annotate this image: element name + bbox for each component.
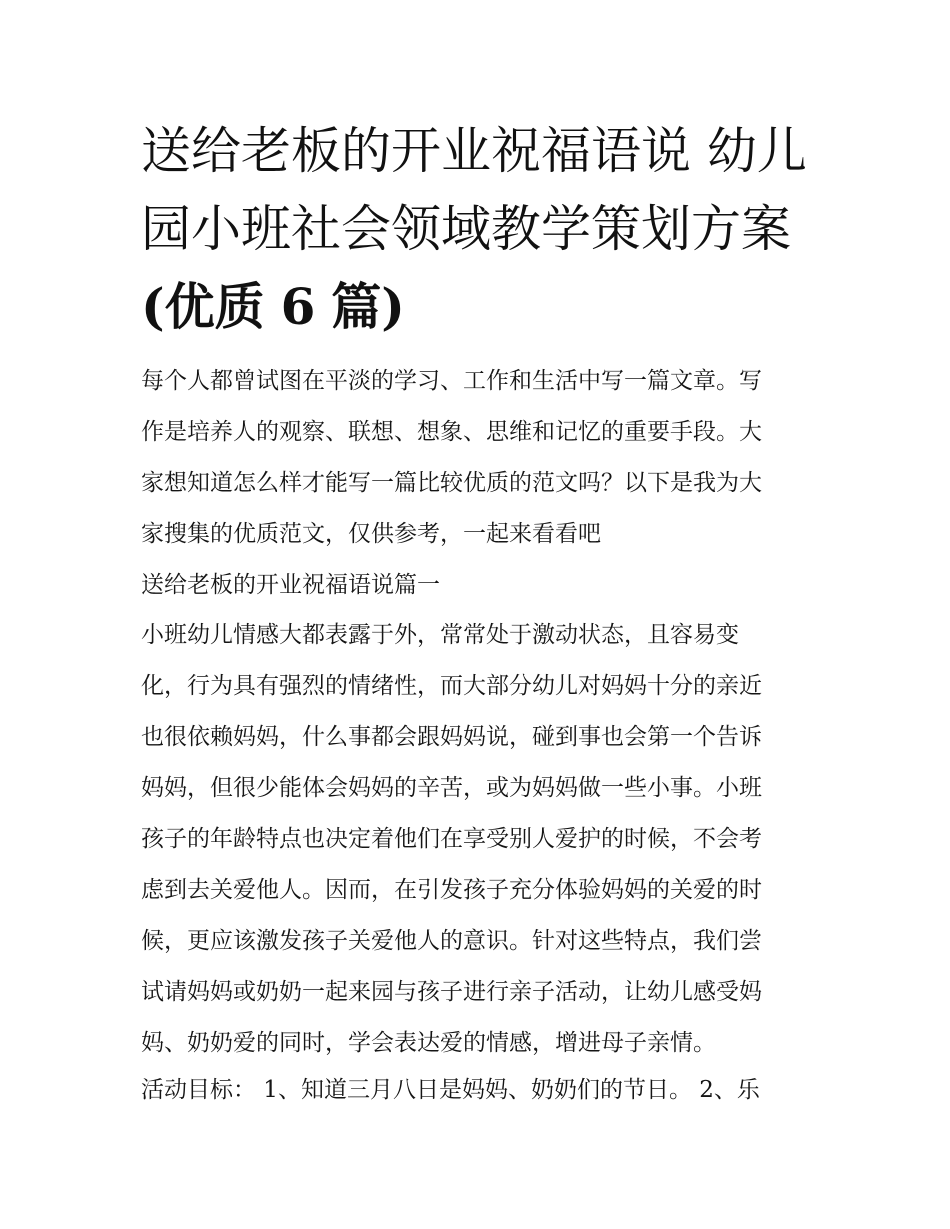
paragraph-line: 候，更应该激发孩子关爱他人的意识。针对这些特点，我们尝: [141, 928, 762, 954]
title-line: [141, 268, 831, 346]
paragraph-line: 化，行为具有强烈的情绪性，而大部分幼儿对妈妈十分的亲近: [141, 673, 762, 699]
paragraph-line: 孩子的年龄特点也决定着他们在享受别人爱护的时候，不会考: [141, 826, 762, 852]
paragraph-line: 每个人都曾试图在平淡的学习、工作和生活中写一篇文章。写: [141, 368, 762, 394]
paragraph-line: 作是培养人的观察、联想、想象、思维和记忆的重要手段。大: [141, 419, 762, 445]
title-line: 送给老板的开业祝福语说 幼儿: [141, 122, 807, 180]
document-title: [141, 112, 831, 346]
intro-paragraph: [141, 356, 831, 560]
paragraph-line: 试请妈妈或奶奶一起来园与孩子进行亲子活动，让幼儿感受妈: [141, 979, 762, 1005]
title-number: 6: [280, 277, 316, 336]
body-paragraph: [141, 610, 831, 1069]
section-heading-text: 送给老板的开业祝福语说篇一: [141, 572, 440, 598]
activity-goals: [141, 1065, 831, 1116]
paragraph-line: 小班幼儿情感大都表露于外，常常处于激动状态，且容易变: [141, 622, 739, 648]
paragraph-line: 妈妈，但很少能体会妈妈的辛苦，或为妈妈做一些小事。小班: [141, 775, 762, 801]
title-text: 篇): [331, 277, 405, 336]
paragraph-line: 家想知道怎么样才能写一篇比较优质的范文吗？以下是我为大: [141, 470, 762, 496]
section-heading: [141, 560, 831, 611]
paragraph-line: 也很依赖妈妈，什么事都会跟妈妈说，碰到事也会第一个告诉: [141, 724, 762, 750]
paragraph-line: 家搜集的优质范文，仅供参考，一起来看看吧: [141, 521, 601, 547]
goals-line: 活动目标： 1、知道三月八日是妈妈、奶奶们的节日。 2、乐: [141, 1077, 760, 1103]
paragraph-line: 虑到去关爱他人。因而，在引发孩子充分体验妈妈的关爱的时: [141, 877, 762, 903]
title-text: (优质: [141, 277, 265, 336]
title-line: 园小班社会领域教学策划方案: [141, 200, 791, 258]
paragraph-line: 妈、奶奶爱的同时，学会表达爱的情感，增进母子亲情。: [141, 1030, 716, 1056]
